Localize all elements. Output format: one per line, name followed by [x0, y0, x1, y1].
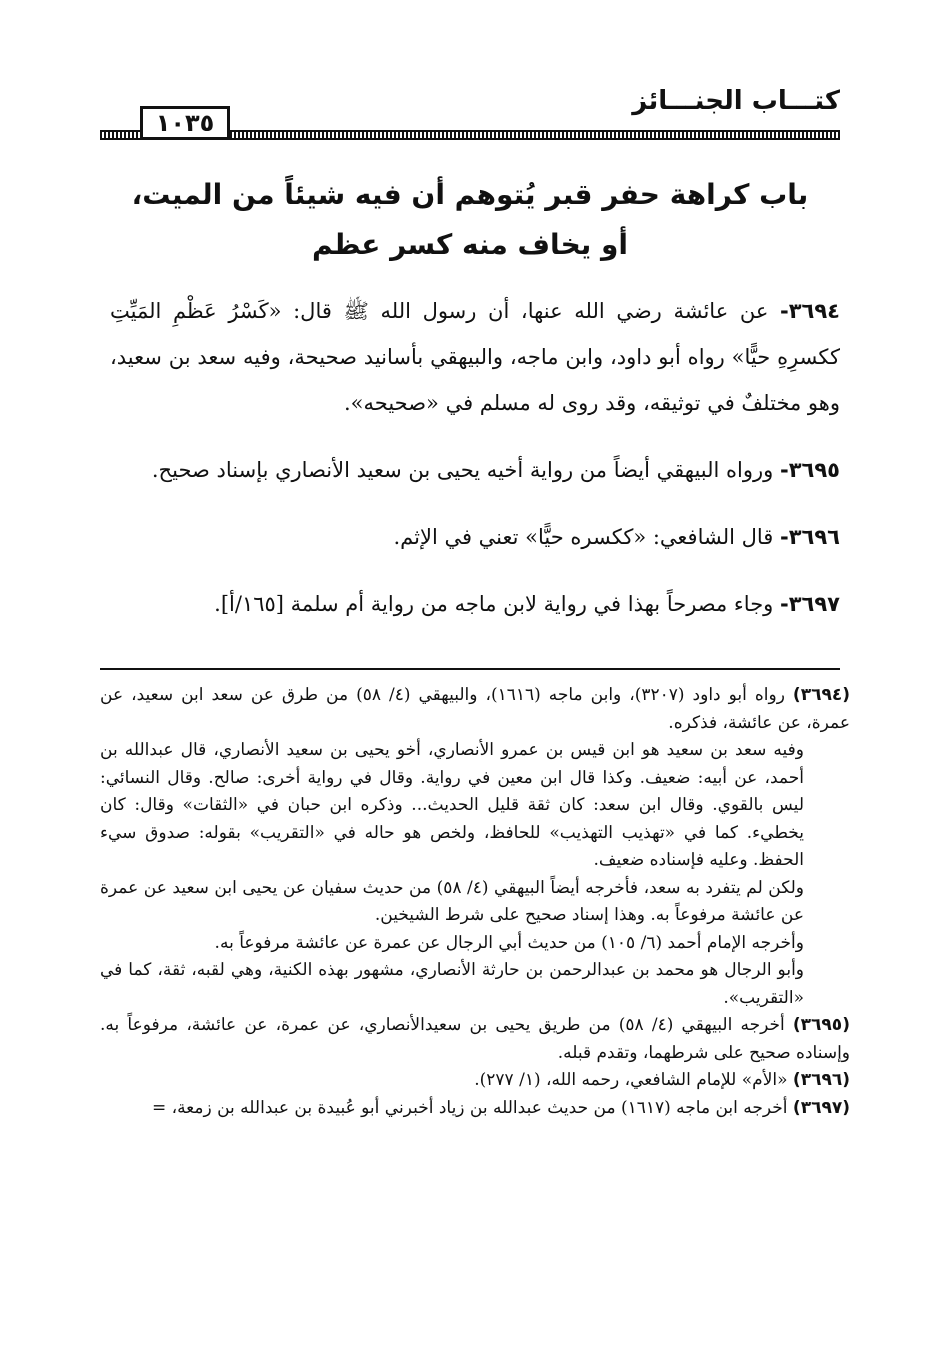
hadith-entry	[110, 288, 840, 426]
footnote-text: «الأم» للإمام الشافعي، رحمه الله، (١/ ٢٧٧).	[474, 1070, 793, 1090]
footnote-number: (٣٦٩٥)	[792, 1015, 850, 1035]
footnote-continuation: وأبو الرجال هو محمد بن عبدالرحمن بن حارثة الأنصاري، مشهور بهذه الكنية، وهي لقبه، ثقة، كما في «التقريب».	[100, 960, 804, 1008]
chapter-title-line-2: أو يخاف منه كسر عظم	[311, 228, 629, 261]
hadith-entry	[110, 514, 840, 560]
hadith-entry	[110, 581, 840, 627]
hadith-text: وجاء مصرحاً بهذا في رواية لابن ماجه من رواية أم سلمة [١٦٥/أ].	[214, 592, 780, 616]
hadith-list	[110, 288, 840, 635]
footnote-number: (٣٦٩٧)	[792, 1097, 850, 1118]
footnote	[100, 1067, 850, 1095]
footnote	[100, 1012, 850, 1067]
page-header	[100, 80, 840, 140]
hadith-number: ٣٦٩٥-	[780, 458, 840, 482]
footnote-text: أخرجه ابن ماجه (١٦١٧) من حديث عبدالله بن زياد أخبرني أبو عُبيدة بن عبدالله بن زمعة، =	[151, 1097, 793, 1118]
hadith-text: ورواه البيهقي أيضاً من رواية أخيه يحيى بن سعيد الأنصاري بإسناد صحيح.	[151, 458, 780, 482]
hadith-entry	[110, 447, 840, 493]
footnote-text: أخرجه البيهقي (٤/ ٥٨) من طريق يحيى بن سعيدالأنصاري، عن عمرة، عن عائشة، مرفوعاً به. وإسناده صحيح على شرطهما، وتقدم قبله.	[100, 1015, 850, 1063]
footnote-continuation: وفيه سعد بن سعيد هو ابن قيس بن عمرو الأنصاري، أخو يحيى بن سعيد الأنصاري، قال عبدالله بن أحمد، عن أبيه: ضعيف. وكذا قال ابن معين في رواية. وقال في رواية أخرى: صالح. وقال النسائي: ليس بالقوي. وقال ابن سعد: كان ثقة قليل الحديث... وذكره ابن حبان في «الثقات» وقال: كان يخطيء. كما في «تهذيب التهذيب» للحافظ، ولخص هو حاله في «التقريب» بقوله: صدوق سيء الحفظ. وعليه فإسناده ضعيف.	[100, 740, 804, 870]
footnote-continuation: وأخرجه الإمام أحمد (٦/ ١٠٥) من حديث أبي الرجال عن عمرة عن عائشة مرفوعاً به.	[214, 932, 804, 953]
chapter-title	[100, 170, 840, 270]
hadith-number: ٣٦٩٤-	[780, 299, 840, 323]
footnote-continuation: ولكن لم يتفرد به سعد، فأخرجه أيضاً البيهقي (٤/ ٥٨) من حديث سفيان عن يحيى ابن سعيد عن عمرة عن عائشة مرفوعاً به. وهذا إسناد صحيح على شرط الشيخين.	[100, 877, 804, 925]
footnote	[100, 1095, 850, 1123]
header-rule-left	[100, 130, 140, 140]
footnote-list	[100, 682, 850, 1122]
footnote-separator	[100, 668, 840, 670]
book-title: كتـــاب الجنـــائز	[632, 86, 840, 116]
hadith-number: ٣٦٩٧-	[780, 592, 840, 616]
page-number: ١٠٣٥	[140, 106, 230, 140]
header-rule	[230, 130, 840, 140]
footnote	[100, 682, 850, 737]
footnote-text: رواه أبو داود (٣٢٠٧)، وابن ماجه (١٦١٦)، والبيهقي (٤/ ٥٨) من طرق عن سعد ابن سعيد، عن عمرة، عن عائشة، فذكره.	[100, 685, 850, 733]
hadith-number: ٣٦٩٦-	[780, 525, 840, 549]
hadith-text: قال الشافعي: «ككسره حيًّا» تعني في الإثم.	[393, 525, 780, 549]
hadith-text: عن عائشة رضي الله عنها، أن رسول الله ﷺ قال: «كَسْرُ عَظْمِ المَيِّتِ ككسرِهِ حيًّا» رواه أبو داود، وابن ماجه، والبيهقي بأسانيد صحيحة، وفيه سعد بن سعيد، وهو مختلفٌ في توثيقه، وقد روى له مسلم في «صحيحه».	[110, 299, 840, 415]
chapter-title-line-1: باب كراهة حفر قبر يُتوهم أن فيه شيئاً من الميت،	[131, 178, 809, 211]
footnote-number: (٣٦٩٦)	[792, 1070, 850, 1090]
footnote-number: (٣٦٩٤)	[792, 685, 850, 705]
